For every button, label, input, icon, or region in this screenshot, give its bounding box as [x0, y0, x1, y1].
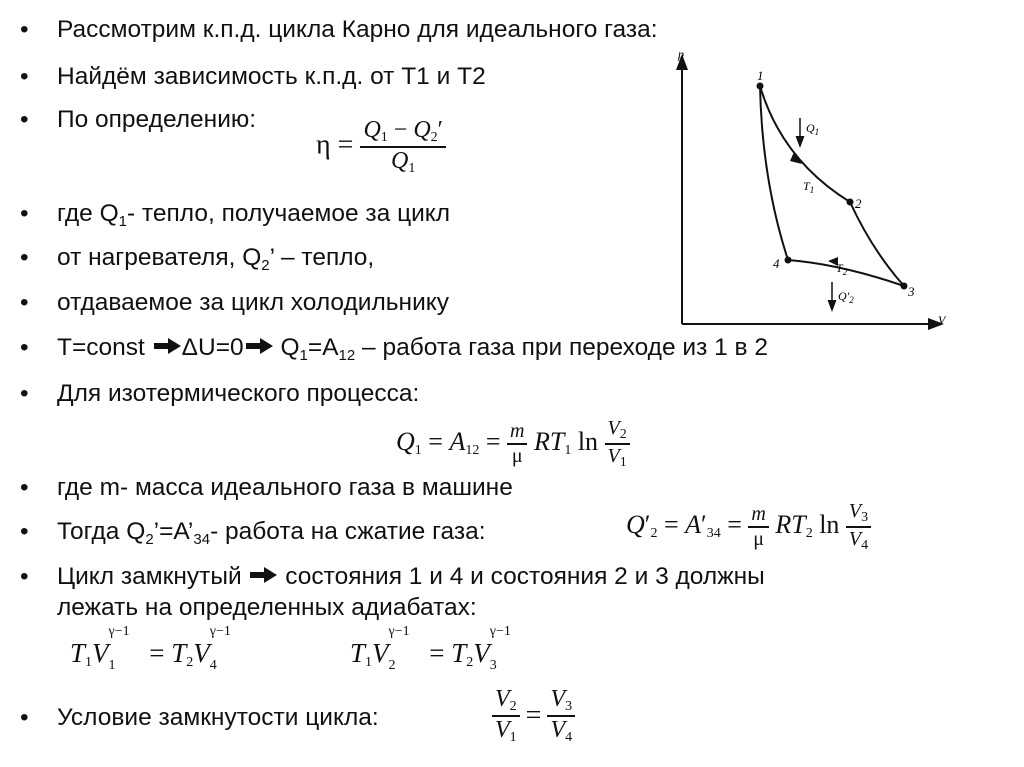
q1-subscript: 1: [380, 130, 388, 145]
volume-ratio: $\frac{V_2}{V_1}$: [605, 417, 630, 471]
line-text: лежать на определенных адиабатах:: [57, 594, 477, 621]
bullet: •: [20, 563, 29, 590]
q1-work-formula: $Q_1 = A_{12}$ = $\frac{m}{\mu}$ $RT_1$ ln $\frac{V_2}{V_1}$: [396, 417, 630, 471]
bullet: •: [20, 518, 29, 545]
bullet: •: [20, 106, 29, 133]
right-arrow-icon: [152, 337, 182, 355]
p-axis-label: p: [678, 47, 684, 61]
state-point-2: [847, 199, 854, 206]
line-text: Тогда $Q_2’=A’_{34}-$ работа на сжатие газа:: [57, 518, 486, 548]
state-point-1: [757, 83, 764, 90]
adiabat-formula-2: $T_1V$ γ−1 2 = $T_2V$ γ−1 3: [350, 624, 511, 673]
line-text: T=const ΔU=0 $Q_1=A_{12}$ – работа газа при переходе из 1 в 2: [57, 334, 769, 364]
bullet: •: [20, 704, 29, 731]
state-point-3: [901, 283, 908, 290]
mass-over-mu: $\frac{m}{\mu}$: [507, 420, 527, 468]
bullet: •: [20, 380, 29, 407]
point-4-label: 4: [773, 256, 780, 271]
bullet: •: [20, 474, 29, 501]
bullet: •: [20, 334, 29, 361]
volume-ratio: $\frac{V_3}{V_4}$: [846, 500, 871, 554]
t2-label: $T_2$: [836, 261, 848, 277]
bullet: •: [20, 200, 29, 227]
line-text: По определению:: [57, 106, 257, 133]
eta-fraction: [360, 117, 445, 177]
eta-lhs: η =: [316, 129, 354, 161]
v3-over-v4: $\frac{V_3}{V_4}$: [547, 686, 575, 746]
mass-over-mu: $\frac{m}{\mu}$: [748, 503, 768, 551]
q2-prime: ′: [437, 117, 443, 143]
bullet: •: [20, 63, 29, 90]
line-text: Цикл замкнутый состояния 1 и 4 и состояния 2 и 3 должны: [57, 563, 765, 590]
efficiency-formula: [316, 117, 446, 177]
point-2-label: 2: [855, 196, 862, 211]
minus-sign: −: [387, 117, 414, 143]
q1-denominator: Q: [391, 148, 409, 174]
bullet: •: [20, 289, 29, 316]
v-axis-label: V: [938, 313, 946, 327]
q2-subscript: 2: [430, 130, 438, 145]
line-text: где $Q_1-$ тепло, получаемое за цикл: [57, 200, 451, 230]
line-text: Для изотермического процесса:: [57, 380, 420, 407]
v2-over-v1: $\frac{V_2}{V_1}$: [492, 686, 520, 746]
line-text: где m- масса идеального газа в машине: [57, 474, 513, 501]
carnot-pv-diagram: [660, 40, 960, 340]
adiabat-formula-1: $T_1V$ γ−1 1 = $T_2V$ γ−1 4: [70, 624, 231, 673]
closure-formula: $\frac{V_2}{V_1}$ = $\frac{V_3}{V_4}$: [492, 686, 575, 746]
line-text: Условие замкнутости цикла:: [57, 704, 379, 731]
bullet: •: [20, 16, 29, 43]
q2-work-formula: $Q'_2 = A'_{34}$ = $\frac{m}{\mu}$ $RT_2$ ln $\frac{V_3}{V_4}$: [626, 500, 871, 554]
line-text: Рассмотрим к.п.д. цикла Карно для идеального газа:: [57, 16, 658, 43]
q1-symbol: Q: [363, 117, 381, 143]
adiabat-2-3-curve: [850, 202, 904, 286]
line-text: Найдём зависимость к.п.д. от Т1 и Т2: [57, 63, 486, 90]
state-point-4: [785, 257, 792, 264]
q1-den-subscript: 1: [408, 161, 416, 176]
right-arrow-icon: [244, 337, 274, 355]
q2-symbol: Q: [413, 117, 431, 143]
adiabat-4-1-curve: [760, 86, 788, 260]
point-1-label: 1: [757, 68, 764, 83]
t1-label: $T_1$: [803, 179, 815, 195]
right-arrow-icon: [248, 566, 278, 584]
q1-label: $Q_1$: [806, 121, 820, 137]
q2-label: $Q'_2$: [838, 289, 854, 305]
line-text: отдаваемое за цикл холодильнику: [57, 289, 450, 316]
line-text: от нагревателя, $Q_2$’ – тепло,: [57, 244, 375, 274]
bullet: •: [20, 244, 29, 271]
point-3-label: 3: [908, 284, 915, 299]
